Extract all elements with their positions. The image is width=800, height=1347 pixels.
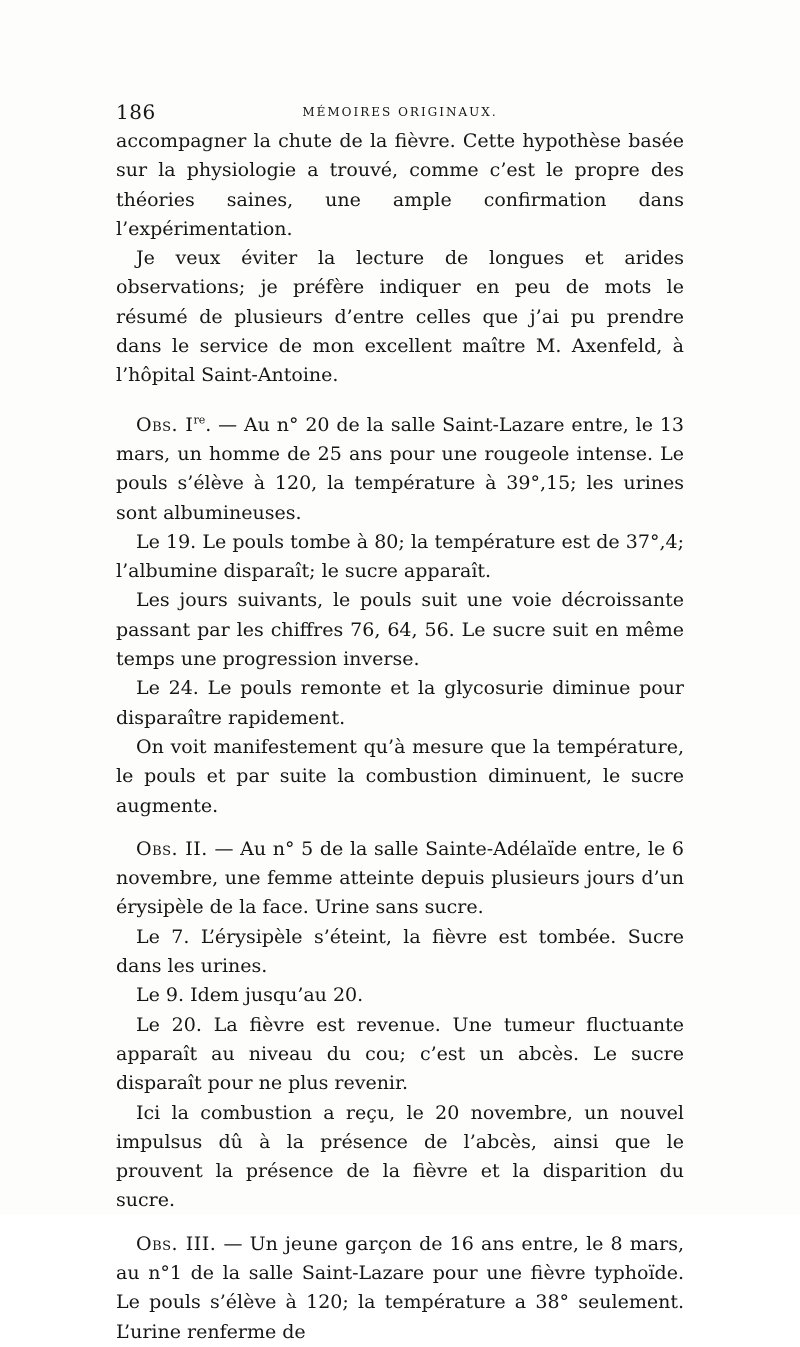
- running-head: MÉMOIRES ORIGINAUX.: [302, 105, 498, 119]
- paragraph: Les jours suivants, le pouls suit une voie décroissante passant par les chiffres 76, 64, 56. Le sucre suit en même temps une progression inverse.: [116, 589, 684, 671]
- observation-lead-text: . — Au n° 20 de la salle Saint-Lazare entre, le 13 mars, un homme de 25 ans pour une rougeole intense. Le pouls s’élève à 120, la température à 39°,15; les urines sont albumineuses.: [116, 413, 685, 524]
- observation-label-superscript: re: [193, 413, 206, 427]
- paragraph: On voit manifestement qu’à mesure que la température, le pouls et par suite la combustion diminuent, le sucre augmente.: [116, 735, 684, 817]
- paragraph: Ici la combustion a reçu, le 20 novembre, un nouvel impulsus dû à la présence de l’abcès, ainsi que le prouvent la présence de la fièvre et la disparition du sucre.: [116, 1101, 684, 1212]
- paragraph: Le 9. Idem jusqu’au 20.: [136, 984, 364, 1007]
- observation-1-lead: [116, 411, 684, 528]
- observation-lead-text: — Un jeune garçon de 16 ans entre, le 8 mars, au n°1 de la salle Saint-Lazare pour une fièvre typhoïde. Le pouls s’élève à 120; la température a 38° seulement. L’urine renferme de: [116, 1232, 685, 1343]
- paragraph: Je veux éviter la lecture de longues et arides observations; je préfère indiquer en peu de mots le résumé de plusieurs d’entre celles que j’ai pu prendre dans le service de mon excellent maître M. Axenfeld, à l’hôpital Saint-Antoine.: [116, 247, 684, 387]
- paragraph: Le 20. La fièvre est revenue. Une tumeur fluctuante apparaît au niveau du cou; c’est un abcès. Le sucre disparaît pour ne plus revenir.: [116, 1013, 684, 1095]
- paragraph: Le 19. Le pouls tombe à 80; la température est de 37°,4; l’albumine disparaît; le sucre apparaît.: [116, 530, 684, 583]
- page-header: [116, 100, 684, 124]
- body-text: [116, 127, 684, 1347]
- page-number: 186: [116, 100, 156, 124]
- paragraph: Le 24. Le pouls remonte et la glycosurie diminue pour disparaître rapidement.: [116, 677, 684, 729]
- observation-2-lead: [116, 835, 684, 923]
- observation-label: Obs. II.: [136, 837, 208, 860]
- observation-3-lead: [116, 1230, 684, 1347]
- paragraph: accompagner la chute de la fièvre. Cette hypothèse basée sur la physiologie a trouvé, comme c’est le propre des théories saines, une ample confirmation dans l’expérimentation.: [116, 130, 684, 240]
- observation-label: Obs. I: [136, 413, 194, 436]
- observation-label: Obs. III.: [136, 1232, 217, 1255]
- paragraph: Le 7. L’érysipèle s’éteint, la fièvre est tombée. Sucre dans les urines.: [116, 925, 684, 978]
- observation-lead-text: — Au n° 5 de la salle Sainte-Adélaïde entre, le 6 novembre, une femme atteinte depuis plusieurs jours d’un érysipèle de la face. Urine sans sucre.: [116, 837, 684, 919]
